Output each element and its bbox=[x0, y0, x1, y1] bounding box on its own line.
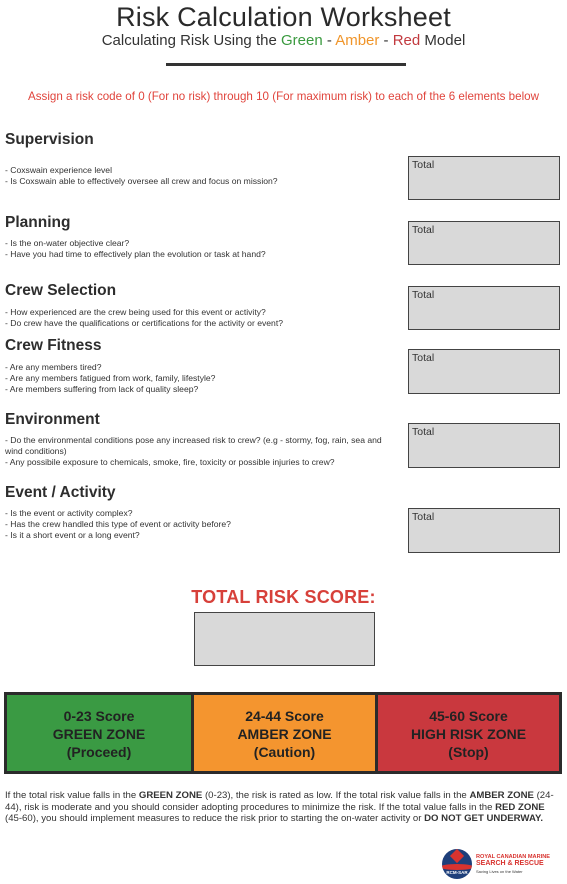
question-item: - How experienced are the crew being used for this event or activity? bbox=[5, 307, 266, 317]
question-item: - Do the environmental conditions pose any increased risk to crew? (e.g - stormy, fog, rain, sea and wind conditions) bbox=[5, 435, 382, 456]
section-title-crew-fitness: Crew Fitness bbox=[5, 337, 102, 354]
question-item: - Has the crew handled this type of event or activity before? bbox=[5, 519, 231, 529]
zone-name: AMBER ZONE bbox=[237, 726, 332, 742]
section-title-supervision: Supervision bbox=[5, 131, 94, 148]
subtitle-red: Red bbox=[392, 32, 421, 49]
explanation-emphasis: AMBER ZONE bbox=[469, 790, 534, 801]
zone-name: GREEN ZONE bbox=[52, 726, 146, 742]
risk-zones-legend bbox=[4, 692, 562, 774]
page-subtitle bbox=[0, 32, 567, 49]
zone-action: (Proceed) bbox=[66, 744, 132, 760]
question-item: - Coxswain experience level bbox=[5, 165, 112, 175]
page-title: Risk Calculation Worksheet bbox=[116, 2, 451, 32]
question-item: - Is it a short event or a long event? bbox=[5, 530, 140, 540]
section-title-event-activity: Event / Activity bbox=[5, 484, 116, 501]
explanation-emphasis: DO NOT GET UNDERWAY. bbox=[424, 813, 543, 825]
red-zone bbox=[378, 695, 559, 771]
section-questions-event-activity bbox=[5, 508, 395, 541]
total-input-environment[interactable] bbox=[408, 423, 560, 468]
explanation-text: (45-60), you should implement measures to reduce the risk prior to starting the on-water activity or bbox=[5, 813, 425, 825]
zone-explanation bbox=[5, 790, 560, 825]
question-item: - Are any members fatigued from work, family, lifestyle? bbox=[5, 373, 216, 383]
section-questions-supervision bbox=[5, 165, 395, 187]
section-questions-planning bbox=[5, 238, 395, 260]
section-questions-crew-fitness bbox=[5, 362, 395, 395]
header-divider bbox=[166, 63, 406, 66]
total-label: Total bbox=[412, 511, 435, 523]
logo-text-line1: ROYAL CANADIAN MARINE bbox=[476, 854, 550, 860]
total-risk-score-label: TOTAL RISK SCORE: bbox=[191, 587, 376, 607]
total-input-crew-fitness[interactable] bbox=[408, 349, 560, 394]
total-label: Total bbox=[412, 159, 435, 171]
total-label: Total bbox=[412, 426, 435, 438]
question-item: - Are any members tired? bbox=[5, 362, 102, 372]
logo-emblem-icon bbox=[442, 849, 472, 879]
zone-action: (Stop) bbox=[448, 744, 489, 760]
section-title-planning: Planning bbox=[5, 214, 71, 231]
logo-badge-text: RCM-SAR bbox=[446, 870, 468, 875]
question-item: - Have you had time to effectively plan the evolution or task at hand? bbox=[5, 249, 266, 259]
section-title-environment: Environment bbox=[5, 411, 100, 428]
section-title-crew-selection: Crew Selection bbox=[5, 282, 117, 299]
question-item: - Are members suffering from lack of quality sleep? bbox=[5, 384, 199, 394]
explanation-emphasis: RED ZONE bbox=[495, 801, 545, 813]
question-item: - Is Coxswain able to effectively oversee all crew and focus on mission? bbox=[5, 176, 278, 186]
zone-score: 45-60 Score bbox=[429, 708, 508, 724]
zone-action: (Caution) bbox=[253, 744, 316, 760]
question-item: - Any possibile exposure to chemicals, smoke, fire, toxicity or possible injuries to crew? bbox=[5, 457, 335, 467]
total-label: Total bbox=[412, 352, 435, 364]
question-item: - Is the event or activity complex? bbox=[5, 508, 133, 518]
rcm-sar-logo bbox=[442, 846, 564, 882]
logo-text-line3: Saving Lives on the Water bbox=[476, 869, 523, 874]
green-zone bbox=[7, 695, 191, 771]
logo-text-line2: SEARCH & RESCUE bbox=[476, 860, 544, 867]
total-label: Total bbox=[412, 224, 435, 236]
explanation-text: (24-44), risk is moderate and you should consider adopting procedures to minimize the risk. If the total value falls in the bbox=[5, 790, 554, 813]
total-input-planning[interactable] bbox=[408, 221, 560, 265]
subtitle-prefix: Calculating Risk Using the bbox=[101, 32, 277, 49]
amber-zone bbox=[194, 695, 375, 771]
subtitle-amber: Amber bbox=[335, 32, 380, 49]
zone-name: HIGH RISK ZONE bbox=[410, 726, 527, 742]
instruction-text: Assign a risk code of 0 (For no risk) through 10 (For maximum risk) to each of the 6 elements below bbox=[28, 90, 539, 103]
total-risk-score-input[interactable] bbox=[194, 612, 375, 666]
zone-score: 0-23 Score bbox=[63, 708, 135, 724]
subtitle-dash: - bbox=[326, 32, 332, 49]
zone-score: 24-44 Score bbox=[245, 708, 324, 724]
total-input-crew-selection[interactable] bbox=[408, 286, 560, 330]
subtitle-green: Green bbox=[280, 32, 323, 49]
subtitle-suffix: Model bbox=[424, 32, 466, 49]
section-questions-crew-selection bbox=[5, 307, 395, 329]
explanation-text: If the total risk value falls in the bbox=[5, 790, 139, 801]
question-item: - Do crew have the qualifications or certifications for the activity or event? bbox=[5, 318, 283, 328]
section-questions-environment bbox=[5, 435, 390, 468]
subtitle-dash: - bbox=[383, 32, 389, 49]
explanation-text: (0-23), the risk is rated as low. If the total risk value falls in the bbox=[202, 790, 470, 801]
question-item: - Is the on-water objective clear? bbox=[5, 238, 130, 248]
explanation-emphasis: GREEN ZONE bbox=[138, 790, 203, 801]
total-label: Total bbox=[412, 289, 435, 301]
total-input-event-activity[interactable] bbox=[408, 508, 560, 553]
total-input-supervision[interactable] bbox=[408, 156, 560, 200]
